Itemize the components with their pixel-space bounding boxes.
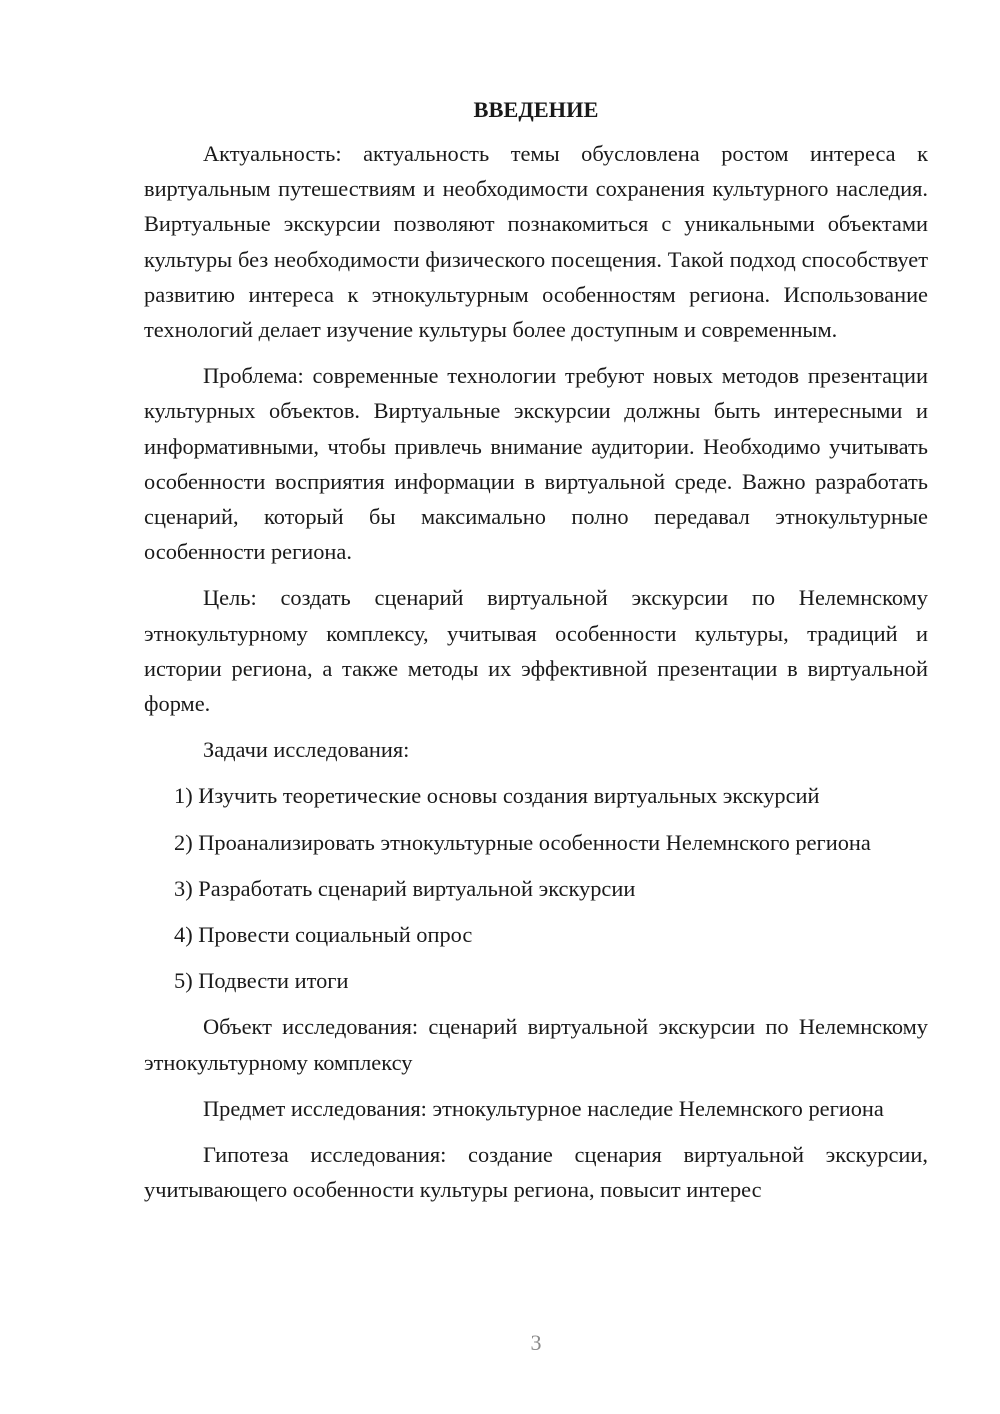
section-title: ВВЕДЕНИЕ	[473, 97, 599, 122]
paragraph-relevance: Актуальность: актуальность темы обусловлена ростом интереса к виртуальным путешествиям и необходимости сохранения культурного наследия. Виртуальные экскурсии позволяют познакомиться с уникальными объектами культуры без необходимости физического посещения. Такой подход способствует развитию интереса к этнокультурным особенностям региона. Использование технологий делает изучение культуры более доступным и современным.	[144, 141, 928, 343]
page-number: 3	[530, 1330, 542, 1355]
paragraph-goal: Цель: создать сценарий виртуальной экскурсии по Нелемнскому этнокультурному комплексу, учитывая особенности культуры, традиций и истории региона, а также методы их эффективной презентации в виртуальной форме.	[144, 585, 928, 717]
task-item-3: 3) Разработать сценарий виртуальной экскурсии	[174, 875, 636, 901]
paragraph-subject: Предмет исследования: этнокультурное наследие Нелемнского региона	[203, 1095, 884, 1121]
paragraph-hypothesis: Гипотеза исследования: создание сценария виртуальной экскурсии, учитывающего особенности культуры региона, повысит интерес	[144, 1142, 928, 1203]
paragraph-tasks-heading: Задачи исследования:	[203, 737, 410, 763]
page-content	[144, 92, 928, 1218]
task-item-5: 5) Подвести итоги	[174, 968, 349, 994]
task-item-4: 4) Провести социальный опрос	[174, 922, 473, 948]
paragraph-problem: Проблема: современные технологии требуют новых методов презентации культурных объектов. Виртуальные экскурсии должны быть интересными и информативными, чтобы привлечь внимание аудитории. Необходимо учитывать особенности восприятия информации в виртуальной среде. Важно разработать сценарий, который бы максимально полно передавал этнокультурные особенности региона.	[144, 363, 928, 565]
paragraph-object: Объект исследования: сценарий виртуальной экскурсии по Нелемнскому этнокультурному комплексу	[144, 1014, 928, 1075]
task-item-1: 1) Изучить теоретические основы создания виртуальных экскурсий	[174, 783, 820, 809]
task-item-2: 2) Проанализировать этнокультурные особенности Нелемнского региона	[174, 829, 871, 855]
